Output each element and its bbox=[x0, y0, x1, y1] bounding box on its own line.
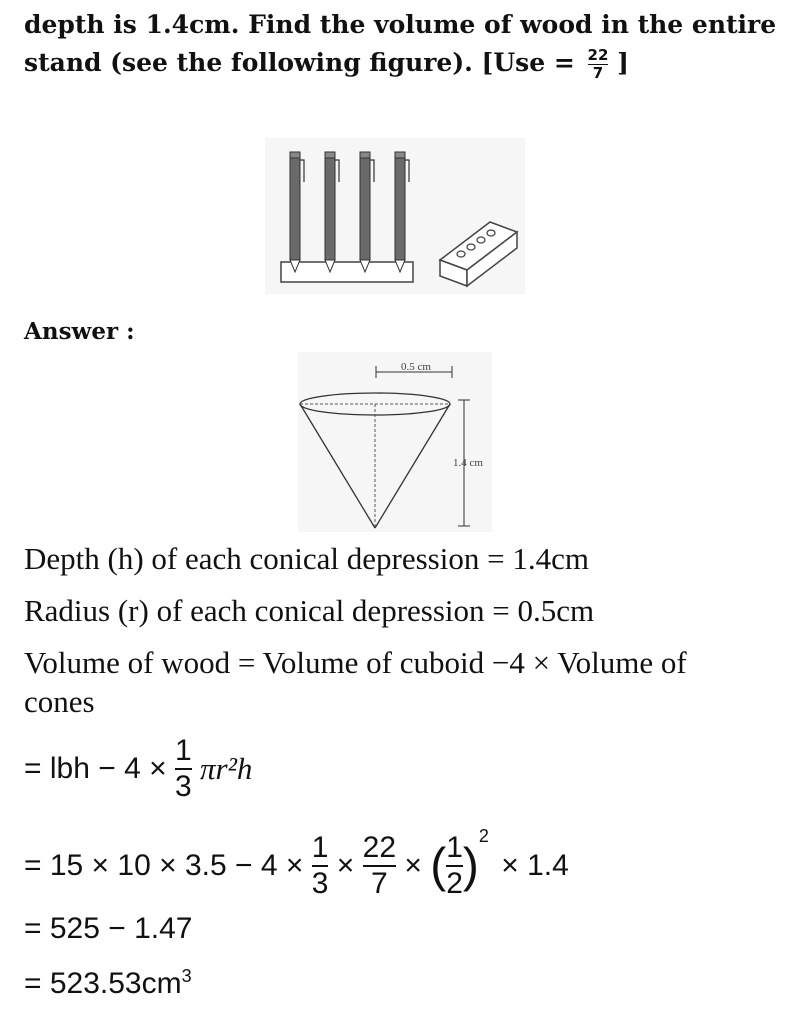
pi-value-fraction bbox=[588, 48, 609, 81]
step4-base: = 523.53cm bbox=[24, 967, 182, 1000]
formula-step-3: = 525 − 1.47 bbox=[24, 912, 193, 945]
step2-close-paren: ) bbox=[462, 839, 479, 893]
one-third-fraction bbox=[175, 736, 192, 802]
formula-step-2 bbox=[24, 826, 569, 899]
step2-f1-den: 3 bbox=[311, 867, 329, 901]
pen-stand-figure bbox=[265, 138, 525, 294]
formula-step-1 bbox=[24, 736, 252, 802]
answer-label: Answer : bbox=[24, 318, 135, 345]
height-label: 1.4 cm bbox=[453, 457, 483, 469]
step2-lead: = 15 × 10 × 3.5 − 4 × bbox=[24, 849, 304, 883]
pi-fraction-denominator: 7 bbox=[592, 64, 604, 82]
step2-fraction-2 bbox=[363, 833, 396, 899]
step2-f1-num: 1 bbox=[311, 831, 329, 865]
question-line-2-text: stand (see the following figure). [Use = bbox=[24, 48, 575, 77]
step2-f2-num: 22 bbox=[362, 831, 397, 865]
cone-illustration bbox=[298, 352, 492, 532]
radius-label: 0.5 cm bbox=[401, 361, 431, 373]
volume-line-2: cones bbox=[24, 684, 95, 719]
step2-f2-den: 7 bbox=[371, 867, 388, 901]
one-third-numerator: 1 bbox=[174, 734, 192, 767]
pen-stand-illustration bbox=[265, 138, 525, 294]
question-line-1: depth is 1.4cm. Find the volume of wood in the entire bbox=[24, 10, 777, 39]
step2-fraction-1 bbox=[312, 833, 329, 899]
step2-tail: × 1.4 bbox=[501, 849, 569, 883]
one-third-denominator: 3 bbox=[174, 770, 192, 803]
cone-figure bbox=[298, 352, 492, 532]
step2-times-2: × bbox=[404, 849, 422, 883]
volume-line-1: Volume of wood = Volume of cuboid −4 × Volume of bbox=[24, 645, 687, 680]
step1-tail: πr²h bbox=[200, 751, 253, 786]
formula-step-4 bbox=[24, 966, 192, 1001]
question-line-2-close: ] bbox=[617, 48, 629, 77]
step1-lead: = lbh − 4 × bbox=[24, 752, 167, 785]
step4-exponent: 3 bbox=[181, 966, 192, 986]
step2-fraction-3 bbox=[446, 833, 463, 899]
step2-f3-den: 2 bbox=[446, 867, 463, 901]
pi-fraction-numerator: 22 bbox=[587, 46, 609, 64]
depth-line: Depth (h) of each conical depression = 1.4cm bbox=[24, 541, 589, 576]
step2-f3-num: 1 bbox=[446, 831, 463, 865]
step2-times-1: × bbox=[336, 849, 355, 883]
question-line-2 bbox=[24, 48, 629, 81]
radius-line: Radius (r) of each conical depression = 0.5cm bbox=[24, 593, 595, 628]
step2-open-paren: ( bbox=[430, 839, 447, 893]
step2-exponent: 2 bbox=[478, 826, 489, 846]
